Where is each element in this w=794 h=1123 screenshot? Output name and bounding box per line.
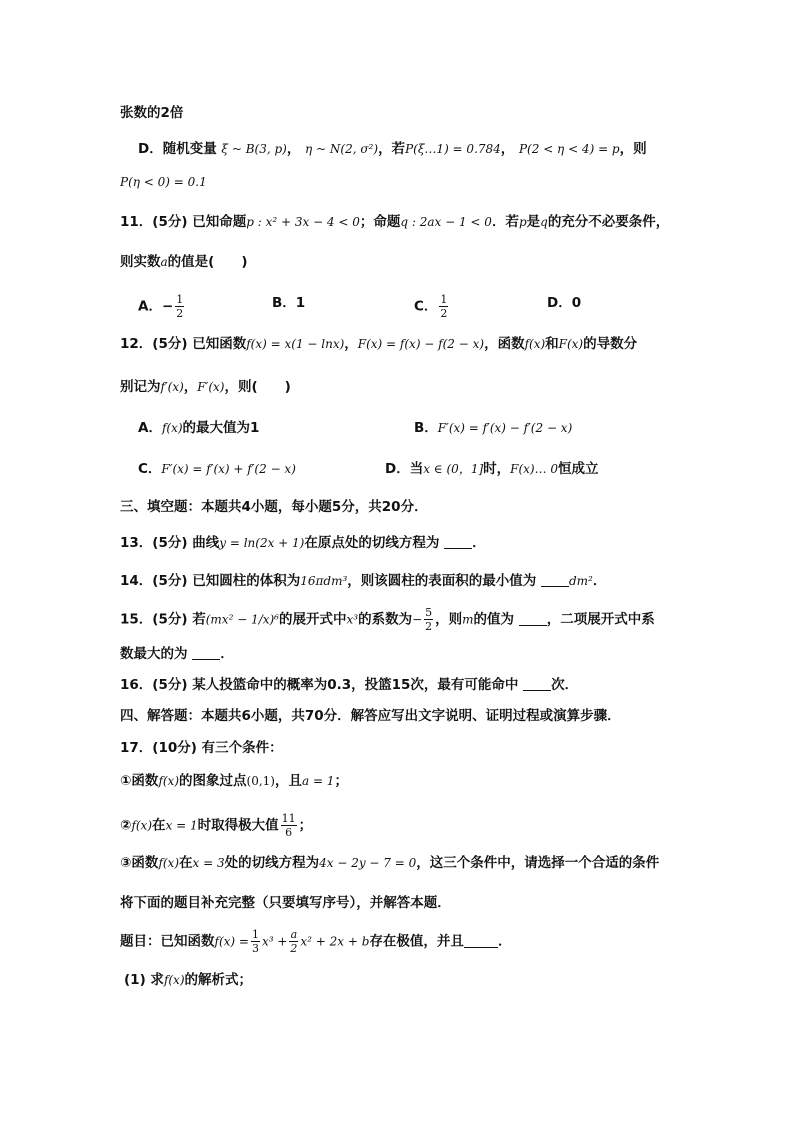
text: 的最大值为1	[182, 420, 260, 436]
text: C．	[414, 298, 438, 315]
question-14	[120, 571, 606, 591]
text: ，	[286, 141, 301, 157]
text: ，二项展开式中系	[546, 611, 655, 628]
text: 的图象过点	[179, 773, 247, 789]
text: 时取得极大值	[197, 817, 279, 834]
text: 的充分不必要条件，	[547, 214, 670, 230]
math: P(2 < η < 4) = p	[518, 142, 620, 156]
math: F′(x) = f′(x) + f′(2 − x)	[161, 462, 296, 476]
text: 在原点处的切线方程为	[304, 535, 440, 551]
question-17: 17．(10分) 有三个条件：	[120, 740, 283, 756]
q12-option-d	[385, 459, 599, 479]
math: P(ξ…1) = 0.784	[405, 142, 501, 156]
q11-option-d: D．0	[547, 295, 582, 311]
text: ，且	[274, 773, 302, 789]
answer-blank	[541, 572, 569, 587]
question-12	[120, 334, 637, 354]
text: ，	[344, 336, 358, 352]
text: 存在极值，并且	[369, 933, 464, 950]
section-heading: 三、填空题：本题共4小题，每小题5分，共20分．	[120, 499, 428, 515]
question-13	[120, 533, 486, 553]
q10-option-d	[138, 139, 647, 159]
text: 的解析式；	[184, 972, 253, 988]
fraction: $\frac{a}{2}$	[290, 928, 298, 955]
condition-1	[120, 771, 348, 791]
math: p	[518, 215, 527, 229]
answer-blank	[464, 933, 498, 948]
fraction: $\frac{1}{2}$	[440, 293, 448, 320]
math: F(x) = f(x) − f(2 − x)	[357, 337, 485, 351]
text: 11．(5分) 已知命题	[120, 214, 247, 230]
answer-blank	[523, 676, 551, 691]
text: ，则	[435, 611, 463, 628]
text: 在	[152, 817, 166, 834]
text: ③函数	[120, 855, 159, 871]
math: f(x)	[163, 973, 185, 987]
fraction: $\frac{1}{2}$	[176, 293, 184, 320]
question-15	[120, 606, 655, 633]
text: B．	[414, 420, 438, 436]
math: x³ +	[261, 934, 288, 949]
math: (mx² − 1/x)⁶	[205, 612, 279, 627]
text: 题目：已知函数	[120, 933, 215, 950]
math: x² + 2x + b	[300, 934, 370, 949]
text: C．	[138, 461, 162, 477]
math: q : 2ax − 1 < 0	[400, 215, 492, 229]
math: f(x)	[161, 421, 183, 435]
text: 别记为	[120, 379, 161, 395]
math: m	[462, 612, 474, 627]
text: ；	[298, 817, 313, 834]
question-12-cont	[120, 377, 291, 397]
q12-option-a	[138, 418, 259, 438]
text: 的值是( )	[167, 254, 248, 270]
text: 13．(5分) 曲线	[120, 535, 220, 551]
q11-option-b: B．1	[272, 295, 306, 311]
text: 则实数	[120, 254, 161, 270]
text: ②	[120, 817, 132, 834]
q11-option-c	[414, 293, 450, 320]
text: 处的切线方程为	[224, 855, 320, 871]
math: f(x)	[158, 856, 180, 870]
text: A．	[138, 420, 162, 436]
math: f(x) = x(1 − lnx)	[246, 337, 345, 351]
fraction: $\frac{1}{3}$	[251, 928, 259, 955]
answer-blank	[519, 611, 547, 626]
math: f′(x)	[160, 380, 184, 394]
math: p : x² + 3x − 4 < 0	[246, 215, 360, 229]
text: ．	[497, 933, 512, 950]
text: ．	[472, 535, 486, 551]
q11-option-a	[138, 293, 186, 320]
text: 15．(5分) 若	[120, 611, 206, 628]
text: ；	[334, 773, 348, 789]
text: 和	[545, 336, 559, 352]
answer-blank	[192, 645, 220, 660]
math: a	[160, 255, 168, 269]
math: x ∈ (0，1]	[423, 462, 484, 476]
q12-option-c	[138, 459, 296, 479]
text: 是	[526, 214, 541, 230]
text: ．	[592, 573, 607, 589]
q12-option-b	[414, 418, 572, 438]
text: 的值为	[473, 611, 515, 628]
text: ，若	[378, 141, 406, 157]
text: (1) 求	[124, 972, 164, 988]
math: 16πdm³	[300, 574, 348, 588]
text: 时，	[483, 461, 511, 477]
sub-question-1	[124, 970, 252, 990]
answer-blank	[444, 534, 472, 549]
question-11-cont	[120, 252, 248, 272]
text: 的系数为	[358, 611, 413, 628]
condition-2	[120, 812, 312, 839]
math: q	[540, 215, 548, 229]
text: ．	[220, 646, 234, 662]
math: dm²	[568, 574, 593, 588]
math: a = 1	[301, 774, 335, 788]
text: 的导数分	[583, 336, 638, 352]
text: 14．(5分) 已知圆柱的体积为	[120, 573, 301, 589]
math: 4x − 2y − 7 = 0	[319, 856, 417, 870]
fraction: $\frac{5}{2}$	[425, 606, 433, 633]
text: 12．(5分) 已知函数	[120, 336, 247, 352]
math: f(x)	[524, 337, 546, 351]
math-line: P(η < 0) = 0.1	[120, 175, 207, 189]
math: f(x)	[158, 774, 180, 788]
math: ξ ~ B(3, p)	[221, 142, 287, 156]
fraction: $\frac{11}{6}$	[281, 812, 296, 839]
math: −	[412, 612, 423, 627]
section-heading: 四、解答题：本题共6小题，共70分．解答应写出文字说明、证明过程或演算步骤．	[120, 708, 621, 724]
text: ，则	[619, 141, 647, 157]
text: 16．(5分) 某人投篮命中的概率为0.3，投篮15次，最有可能命中	[120, 677, 519, 693]
text: ，这三个条件中，请选择一个合适的条件	[416, 855, 660, 871]
text: ，则该圆柱的表面积的最小值为	[347, 573, 537, 589]
math: x = 1	[165, 818, 198, 833]
question-15-cont	[120, 644, 234, 664]
text: 次．	[551, 677, 579, 693]
condition-3	[120, 853, 659, 873]
text: ①函数	[120, 773, 159, 789]
math: F′(x)	[197, 380, 225, 394]
text-line: 张数的2倍	[120, 105, 184, 121]
math: (0,1)	[246, 774, 275, 788]
text: D．当	[385, 461, 424, 477]
question-16	[120, 675, 578, 695]
text: ，函数	[484, 336, 525, 352]
text: ，	[183, 379, 198, 395]
text: ，则( )	[224, 379, 291, 395]
text: ．若	[491, 214, 519, 230]
problem-statement	[120, 928, 511, 955]
math: f(x) =	[214, 934, 249, 949]
text: 的展开式中	[279, 611, 347, 628]
math: x³	[346, 612, 359, 627]
math: x = 3	[192, 856, 225, 870]
text: 在	[179, 855, 193, 871]
math: η ~ N(2, σ²)	[305, 142, 379, 156]
math: f(x)	[131, 818, 153, 833]
math: y = ln(2x + 1)	[219, 536, 305, 550]
math: F(x)	[558, 337, 584, 351]
text: 数最大的为	[120, 646, 188, 662]
text: ；命题	[359, 214, 401, 230]
math: F(x)… 0	[510, 462, 559, 476]
condition-3-cont: 将下面的题目补充完整（只要填写序号），并解答本题．	[120, 895, 451, 911]
text: D．随机变量	[138, 141, 217, 157]
math: F′(x) = f′(x) − f′(2 − x)	[437, 421, 573, 435]
question-11	[120, 212, 669, 232]
text: A．−	[138, 298, 174, 315]
text: 恒成立	[558, 461, 599, 477]
text: ，	[500, 141, 515, 157]
